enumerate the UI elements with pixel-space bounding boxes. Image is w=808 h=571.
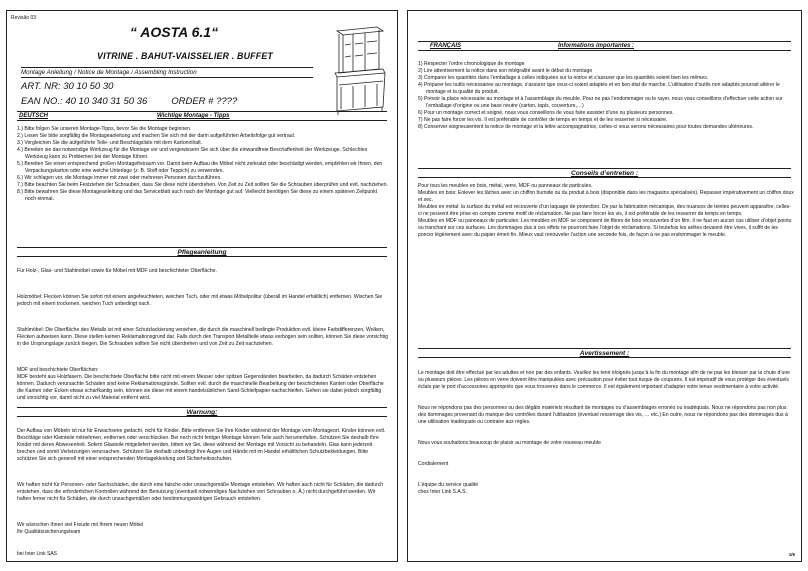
avertissement-header — [418, 348, 791, 358]
warnung-section — [17, 421, 389, 543]
info-title: Informations importantes : — [558, 43, 635, 49]
avertissement-paragraph: Nous ne répondons pas des personnes ou des dégâts matériels résultant de montages ou d’assemblages erronés ou inadéquats. Nous ne répondons pas non plus des dommages provenant du manque des contrôles durant l’utilisation (éventuel resserrage des vis, … etc.) En outre, nous ne répondons pas des dommages dus à une utilisation inadéquate ou contraire aux règles. — [418, 405, 788, 425]
info-item: 1) Respecter l’ordre chronologique de montage — [418, 61, 525, 67]
ean-number — [21, 96, 237, 107]
tip-item: 3.) Vergleichen Sie die aufgeführte Teile- und Beschlagsliste mit dem Kartoninhalt. — [17, 140, 203, 146]
montage-tipps-list — [17, 126, 389, 203]
ean-value: EAN NO.: 40 10 340 31 50 36 — [21, 96, 148, 107]
entretien-title: Conseils d’entretien : — [570, 170, 639, 177]
product-subtitle: VITRINE . BAHUT-VAISSELIER . BUFFET — [97, 51, 273, 61]
german-tips-header — [17, 111, 387, 121]
pflege-paragraph: Stahlmöbel: Die Oberfläche des Metalls ist mit einer Schutzlackierung versehen, die durch die maschinell bedingte Produktion evtl. kleine Farbdifferenzen, Wolken, Flecken aufweisen kann. Diese stellen keinen Reklamationsgrund dar. Falls durch den Transport Metallteile etwas verbogen sein sollten, können Sie diese vorsichtig in die Ursprungslage zurück biegen. Die Schrauben sollten Sie nicht überdrehen und von Zeit zu Zeit nachziehen. — [17, 327, 388, 347]
pflege-paragraph: MDF und beschichtete Oberflächen: MDF besteht aus Holzfasern. Die beschichtete Oberfläche bitte nicht mit einem Messer oder spitzen Gegenständen bearbeiten, da dadurch Schäden entstehen können. Dadurch verursachte Schäden sind keine Reklamationsgründe. Sollten evtl. durch die maschinelle Bearbeitung der beschichteten Kanten oder Oberfläche die Kanten oder Ecken etwas scharfkantig sein, können sie diese mit einem handelsüblichen Sand-Schleifpapier nachschleifen. Gehen sie dabei jedoch sorgfältig und vorsichtig vor, damit nicht zu viel Material entfernt wird. — [17, 367, 384, 401]
french-info-header — [418, 41, 791, 51]
avertissement-paragraph: Cordialement — [418, 461, 449, 467]
order-number: ORDER # ???? — [171, 96, 238, 107]
entretien-paragraph: Meubles en MDF ou panneaux de particules: Les meubles en MDF se composent de fibres de bois recouvertes d’un film. Il ne faut en aucun cas utiliser d’objet pointu ou tranchant sur ces surfaces. Les dommages dus à ces effets ne pourront faire l’objet de réclamations. Si toutefois les arêtes devaient être vives, il suffit de les poncer légèrement avec du papier émeri fin. Mieux vaut renouveler l’action une seconde fois, de façon à ne pas endommager le meuble. — [418, 218, 792, 238]
pflege-paragraph: Holzmöbel: Flecken können Sie sofort mit einem angefeuchteten, weichen Tuch, oder mit etwas Möbelpolitur (überall im Handel erhältlich) entfernen. Wischen Sie jedoch mit einem trockenen, weichen Tuch unbedingt nach. — [17, 294, 383, 307]
tip-item: 5.) Bereiten Sie einen entsprechend großen Montagefreiraum vor. Damit beim Aufbau die Möbel nicht zerkratzt oder beschädigt werden, empfehlen wir Ihnen, den Verpackungskarton oder eine weiche Unterlage (z. B. Stoff oder Teppich) zu verwenden. — [17, 161, 383, 174]
avertissement-paragraph: Nous vous souhaitons beaucoup de plaisir au montage de votre nouveau meuble — [418, 440, 601, 446]
warnung-paragraph: Wir haften nicht für Personen- oder Sachschäden, die durch eine falsche oder unsachgemäße Montage entstehen. Wir haften auch nicht für Schäden, die dadurch entstehen, dass die erforderlichen Kontrollen während der Benutzung (eventuell notwendiges Nachziehen von Schrauben o. Ä.) nicht durchgeführt werden. Wir haften ferner nicht für Schäden, die durch unsachgemäßen oder bestimmungswidrigen Gebrauch entstehen. — [17, 482, 384, 502]
avertissement-title: Avertissement : — [579, 350, 630, 357]
warnung-title: Warnung: — [186, 409, 218, 416]
montage-tipps-title: Wichtige Montage - Tipps — [157, 113, 230, 119]
pflege-paragraph: Für Holz-, Glas- und Stahlmöbel sowie für Möbel mit MDF und beschichteter Oberfläche. — [17, 268, 217, 274]
pflege-section — [17, 261, 389, 409]
entretien-paragraph: Meubles en bois: Enlever les tâches avec un chiffon humide ou du produit à bois (disponible dans les magasins spécialisés). Repasser impérativement un chiffon doux et sec. — [418, 190, 794, 203]
deutsch-label: DEUTSCH — [19, 113, 49, 119]
avertissement-paragraph: L’équipe du service qualité chez Inter Link S.A.S. — [418, 482, 479, 495]
tip-item: 6.) Wir schlagen vor, die Montage immer mit zwei oder mehreren Personen durchzuführen. — [17, 175, 222, 181]
avertissement-section — [418, 363, 794, 503]
page-french — [407, 10, 802, 562]
page-german — [6, 10, 398, 562]
tip-item: 1.) Bitte folgen Sie unseren Montage-Tipps, bevor Sie die Montage beginnen. — [17, 126, 192, 132]
entretien-paragraph: Pour tous les meubles en bois, métal, verre, MDF ou panneaux de particules. — [418, 183, 593, 189]
tip-item: 7.) Bitte beachten Sie beim Festziehen der Schrauben, dass Sie diese nicht überdrehen. Von Zeit zu Zeit sollten Sie die Schrauben überprüfen und evtl. nachziehen. — [17, 182, 388, 188]
entretien-section — [418, 183, 794, 239]
info-item: 8) Conserver soigneusement la notice de montage et la lettre accompagnatrice, celles-ci vous serons nécessaires pour toutes demandes ultérieures. — [418, 124, 754, 130]
info-list — [418, 61, 794, 131]
francais-label: FRANÇAIS — [430, 43, 461, 49]
warnung-header — [17, 407, 387, 417]
info-item: 7) Ne pas faire forcer les vis. Il est préférable de contrôler de temps en temps et de les resserrer si nécessaire. — [418, 117, 668, 123]
footer-company: bei Inter Link SAS — [17, 551, 58, 557]
info-item: 2) Lire attentivement la notice dans son intégralité avant le début du montage — [418, 68, 593, 74]
entretien-header — [418, 168, 791, 178]
revision-label: Revisão 03 — [11, 15, 37, 21]
pflege-header — [17, 247, 387, 257]
instructions-line: Montage Anleitung / Notice de Montage / Assembling Instruction — [21, 67, 313, 78]
tip-item: 2.) Lesen Sie bitte sorgfältig die Montageanleitung und machen Sie sich mit der darin aufgeführten Arbeitsfolge gut vertraut. — [17, 133, 296, 139]
avertissement-paragraph: Le montage doit être effectué par les adultes et non par des enfants. Veuillez les tenir éloignés jusqu’à la fin du montage afin de ne pas les blesser par la chute d’une ou plusieurs pièces. Les pièces en verre doivent être manipulées avec précaution pour éviter tout risque de coupures. Il est impératif de vous protéger des éventuels éclats par le port d’accessoires appropriés que vous trouverez dans le commerce. Il est également important d’adapter votre tenue vestimentaire à votre activité. — [418, 370, 790, 390]
product-title: “ AOSTA 6.1“ — [129, 24, 219, 40]
info-item: 6) Pour un montage correct et soigné, nous vous conseillons de vous faire assister d’une ou plusieurs personnes. — [418, 110, 674, 116]
page-number: 1/6 — [788, 552, 795, 557]
tip-item: 8.) Bitte bewahren Sie diese Montageanleitung und das Serviceblatt auch nach der Montage gut auf. Vielleicht benötigen Sie diese zu einem späteren Zeitpunkt noch einmal. — [17, 189, 378, 202]
info-item: 4) Préparer les outils nécessaires au montage, s’assurer que ceux-ci soient adaptés et en bon état de marche. L’utilisation d’outils non adaptés pourrait altérer le montage et la qualité du produit. — [418, 82, 780, 95]
warnung-paragraph: Wir wünschen Ihnen viel Freude mit Ihrem neuen Möbel Ihr Qualitätssicherungsteam — [17, 522, 144, 535]
tip-item: 4.) Bereiten sie das notwendige Werkzeug für die Montage vor und vergewissern Sie sich über die einwandfreie Beschaffenheit der Werkzeuge. Schlechtes Werkzeug kann zu Problemen bei der Montage führen. — [17, 147, 368, 160]
article-number: ART. NR: 30 10 50 30 — [21, 81, 114, 92]
entretien-paragraph: Meubles en métal: la surface du métal est recouverte d’un laquage de protection. De par la fabrication mécanique, des nuances de teintes peuvent apparaître, celles-ci ne peuvent être prise en compte comme motif de réclamation. Ne pas faire forcer les vis, il est préférable de les resserrer de temps en temps. — [418, 204, 791, 217]
warnung-paragraph: Der Aufbau von Möbeln ist nur für Erwachsene gedacht, nicht für Kinder. Bitte entfernen Sie Ihre Kinder während der Montage vom Montageort. Kinder können evtl. Beschläge oder Kleinteile mitnehmen, entfernen oder verschlucken. Bei noch nicht fertiger Montage können Teile auch herunterfallen. Schützen Sie deshalb Ihre Kinder mit deren Abwesenheit. Sofern Glasteile mitgeliefert werden, bitten wir Sie, diese während der Montage mit Vorsicht zu behandeln. Glas kann jederzeit brechen und somit Verletzungen verursachen. Schützen Sie deshalb unbedingt Ihre Augen und Hände mit im Handel erhältlichen Schutzbekleidungen. Bitte schützen Sie sich generell mit einer entsprechenden Montagekleidung und Sicherheitsschuhen. — [17, 428, 386, 462]
cabinet-illustration — [331, 25, 387, 117]
pflege-title: Pflegeanleitung — [177, 249, 227, 256]
info-item: 5) Prévoir la place nécessaire au montage et à l’assemblage du meuble. Pour ne pas l’endommager ou le rayer, nous vous conseillons d’effectuer cette action sur l’emballage d’origine ou une base neutre (carton, tapis, couverture,…) — [418, 96, 783, 109]
info-item: 3) Comparer les quantités dans l’emballage à celles indiquées sur la notice et s’assurer que les quantités soient bien les mêmes. — [418, 75, 709, 81]
